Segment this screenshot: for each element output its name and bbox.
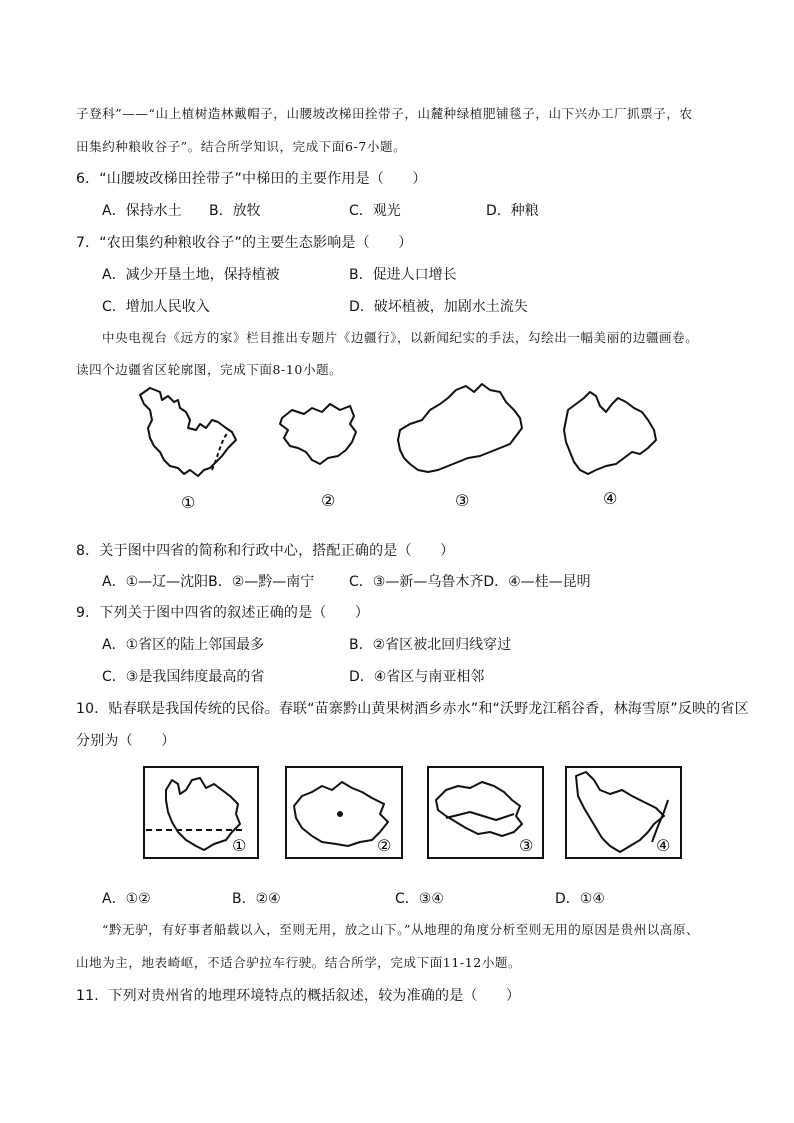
box4-outline xyxy=(576,772,664,852)
question-7-option-b[interactable]: B．促进人口增长 xyxy=(349,267,457,283)
question-9-option-c[interactable]: C．③是我国纬度最高的省 xyxy=(102,669,265,685)
question-9-option-d[interactable]: D．④省区与南亚相邻 xyxy=(349,669,485,685)
question-10-option-a[interactable]: A．①② xyxy=(102,891,151,907)
question-7-stem: 7．“农田集约种粮收谷子”的主要生态影响是（ ） xyxy=(76,235,413,251)
question-6-stem: 6．“山腰坡改梯田拴带子”中梯田的主要作用是（ ） xyxy=(76,171,427,187)
question-7-option-c[interactable]: C．增加人民收入 xyxy=(102,299,210,315)
figure1-label-3: ③ xyxy=(455,491,470,510)
box3-outline xyxy=(436,782,522,836)
question-6-option-c[interactable]: C．观光 xyxy=(349,203,401,219)
intro-6-7-line1: 子登科”——“山上植树造林戴帽子，山腰坡改梯田拴带子，山麓种绿植肥铺毯子，山下兴办工厂抓票子，农 xyxy=(76,106,693,121)
figure2-label-2: ② xyxy=(377,836,392,855)
question-10-option-d[interactable]: D．①④ xyxy=(555,891,605,907)
question-11-stem: 11．下列对贵州省的地理环境特点的概括叙述，较为准确的是（ ） xyxy=(76,988,521,1004)
figure2-label-4: ④ xyxy=(656,836,671,855)
question-6-option-d[interactable]: D．种粮 xyxy=(486,203,539,219)
question-8-options-cd[interactable]: C．③—新—乌鲁木齐D．④—桂—昆明 xyxy=(349,574,591,590)
question-9-stem: 9．下列关于图中四省的叙述正确的是（ ） xyxy=(76,605,370,621)
figure1-label-1: ① xyxy=(181,493,196,512)
question-8-options-ab[interactable]: A．①—辽—沈阳B．②—黔—南宁 xyxy=(102,574,315,590)
intro-6-7-line2: 田集约种粮收谷子”。结合所学知识，完成下面6-7小题。 xyxy=(76,139,407,154)
question-10-option-b[interactable]: B．②④ xyxy=(232,891,281,907)
question-10-option-c[interactable]: C．③④ xyxy=(395,891,444,907)
question-6-option-a[interactable]: A．保持水土 xyxy=(102,203,182,219)
intro-8-10-line2: 读四个边疆省区轮廓图，完成下面8-10小题。 xyxy=(76,362,343,377)
question-7-option-d[interactable]: D．破坏植被，加剧水土流失 xyxy=(349,299,528,315)
box1-outline xyxy=(166,778,240,850)
intro-11-12-line1: “黔无驴，有好事者船载以入，至则无用，放之山下。”从地理的角度分析至则无用的原因是贵州以高原、 xyxy=(102,922,700,937)
question-10-stem-line2: 分别为（ ） xyxy=(76,733,176,749)
figure1-label-4: ④ xyxy=(603,489,618,508)
question-10-stem-line1: 10．贴春联是我国传统的民俗。春联“苗寨黔山黄果树酒乡赤水”和“沃野龙江稻谷香，林海雪原”反映的省区 xyxy=(76,701,749,717)
intro-8-10-line1: 中央电视台《远方的家》栏目推出专题片《边疆行》，以新闻纪实的手法，勾绘出一幅美丽的边疆画卷。 xyxy=(102,330,699,345)
figure2-label-1: ① xyxy=(232,836,247,855)
question-9-option-a[interactable]: A．①省区的陆上邻国最多 xyxy=(102,637,265,653)
question-8-stem: 8．关于图中四省的简称和行政中心，搭配正确的是（ ） xyxy=(76,543,455,559)
question-6-option-b[interactable]: B．放牧 xyxy=(209,203,261,219)
figure1-label-2: ② xyxy=(321,491,336,510)
question-7-option-a[interactable]: A．减少开垦土地，保持植被 xyxy=(102,267,280,283)
intro-11-12-line2: 山地为主，地表崎岖，不适合驴拉车行驶。结合所学，完成下面11-12小题。 xyxy=(76,955,522,970)
question-9-option-b[interactable]: B．②省区被北回归线穿过 xyxy=(349,637,512,653)
figure2-label-3: ③ xyxy=(519,836,534,855)
